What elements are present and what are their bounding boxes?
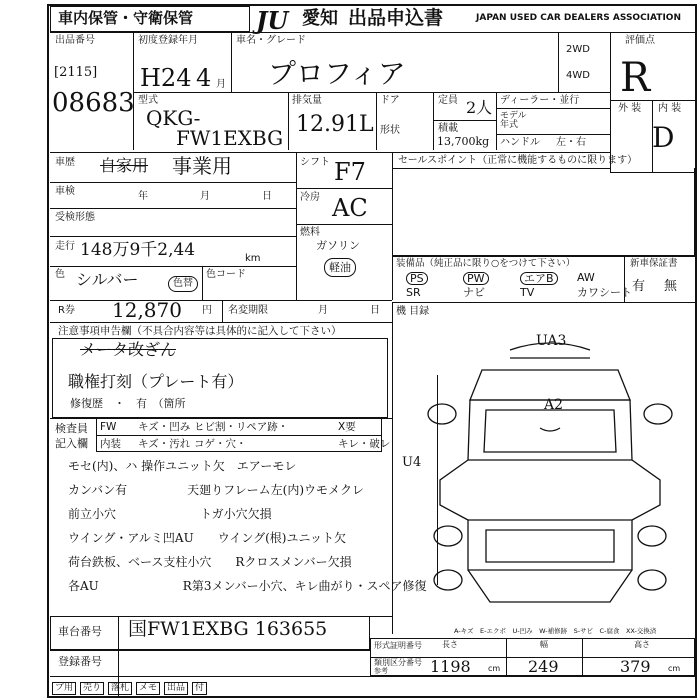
warranty-yes: 有 — [632, 279, 646, 294]
model-year-label: モデル 年式 — [500, 111, 527, 130]
inspection-line — [50, 208, 296, 209]
row2-div-c — [433, 92, 434, 150]
remark-line: ウイング・アルミ凹AU ウイング(根)ユニット欠 — [68, 531, 346, 545]
registration-year: H24 — [140, 64, 192, 92]
remark-line: 各AU R第3メンバー小穴、キレ曲がり・スペア修復 — [68, 579, 427, 593]
diagram-left-rule — [437, 375, 438, 585]
entry-label: 出品番号 — [55, 35, 95, 46]
registration-label: 初度登録年月 — [138, 35, 198, 46]
inspection-day: 日 — [262, 191, 272, 202]
notes-line2: 職権打刻（プレート有） — [68, 372, 244, 391]
chassis-label: 車台番号 — [58, 625, 102, 638]
spec-length-label: 長さ — [442, 640, 458, 649]
diagram-top-label: UA3 — [536, 333, 567, 349]
displacement-label: 排気量 — [292, 95, 322, 106]
truck-diagram — [420, 330, 680, 610]
equipment-item[interactable]: PS — [406, 272, 428, 285]
name-expiry-month: 月 — [318, 305, 328, 316]
interior-score: D — [652, 121, 675, 154]
inspector-cell: キズ・凹み — [138, 421, 191, 433]
footer-cell: メモ — [136, 682, 160, 695]
spec-width: 249 — [528, 657, 559, 676]
plate-bottom — [50, 676, 695, 677]
aircon-value: AC — [332, 194, 368, 222]
inspector-cell: ヒビ割・リペア跡・ — [194, 421, 289, 433]
grade-score: R — [620, 55, 651, 101]
mileage-value: 148万9千2,44 — [80, 240, 196, 260]
spec-class-label: 類別区分番号 — [374, 658, 422, 667]
row3-div — [296, 152, 297, 300]
notes-label: 注意事項申告欄（不具合内容等は具体的に記入して下さい） — [58, 325, 342, 337]
model-line1: QKG- — [146, 106, 201, 130]
row1-div-c — [558, 32, 559, 92]
damage-legend: A-キズ E-エクボ U-凹み W-補修跡 S-サビ C-腐食 XX-交換済 — [454, 627, 657, 635]
color-code-label: 色コード — [206, 269, 246, 280]
usage-value: 事業用 — [172, 154, 232, 178]
plate-label: 登録番号 — [58, 655, 102, 668]
row2-div-a — [288, 92, 289, 150]
entry-number: 08683 — [52, 88, 135, 118]
fuel-label: 燃料 — [300, 227, 320, 238]
color-repaint-label: 色替 — [168, 276, 198, 292]
storage-title: 車内保管・守衛保管 — [58, 9, 194, 27]
inspector-cell: コゲ・穴・ — [194, 438, 247, 450]
spec-reference: 参考 — [374, 667, 388, 675]
fuel-diesel: 軽油 — [324, 258, 356, 277]
row2-div-b — [376, 92, 377, 150]
handle-options: 左・右 — [556, 137, 586, 148]
row3-top — [50, 152, 610, 153]
spec-div-a — [506, 638, 507, 676]
color-label: 色 — [55, 269, 65, 280]
load-value: 13,700kg — [437, 135, 490, 148]
model-label: 型式 — [138, 95, 158, 106]
inspector-cell: FW — [100, 421, 117, 433]
equipment-item[interactable]: SR — [406, 286, 421, 299]
usage-crossed: 自家用 — [100, 156, 149, 175]
fuel-gasoline: ガソリン — [316, 239, 360, 252]
diagram-side-label: U4 — [402, 455, 422, 470]
footer-cell: プ用 — [52, 682, 76, 695]
capacity-value: 2人 — [466, 98, 493, 117]
spec-height-unit: cm — [668, 664, 681, 673]
form-title: 出品申込書 — [348, 7, 444, 29]
aircon-line — [296, 224, 392, 225]
inspector-cell: 内装 — [100, 438, 121, 450]
sales-area — [392, 168, 695, 256]
spec-length: 1198 — [430, 657, 471, 676]
equipment-item[interactable]: TV — [520, 286, 535, 299]
load-label: 積載 — [438, 123, 458, 134]
spec-shape-label: 形式証明番号 — [374, 641, 422, 650]
plate-top — [50, 650, 370, 651]
notes-line3: 修復歴 ・ 有 （箇所 — [70, 397, 186, 410]
row2-div-d — [496, 92, 497, 150]
car-name: プロフィア — [268, 57, 406, 90]
recycle-value: 12,870 — [112, 298, 182, 322]
inspector-cell: キレ・破レ — [338, 438, 391, 450]
new-warranty-label: 新車保証書 — [630, 258, 678, 269]
color-value: シルバー — [76, 270, 139, 289]
usage-line — [50, 182, 296, 183]
remark-line: モセ(内)、ハ 操作ユニット欠 エアーモレ — [68, 459, 297, 473]
spec-width-label: 幅 — [540, 640, 548, 649]
exterior-label: 外 装 — [618, 103, 642, 114]
handle-label: ハンドル — [500, 137, 540, 148]
equip-top — [392, 256, 695, 257]
shift-label: シフト — [300, 157, 330, 168]
row1-div-d — [610, 32, 611, 172]
spec-height-label: 高さ — [634, 640, 650, 649]
usage-label: 車歴 — [55, 157, 75, 168]
inspector-mid — [96, 435, 382, 436]
sales-points-label: セールスポイント（正常に機能するものに限ります） — [398, 155, 638, 166]
entry-sub-number: [2115] — [54, 65, 98, 80]
org-english: JAPAN USED CAR DEALERS ASSOCIATION — [476, 13, 681, 23]
equipment-item[interactable]: カワシート — [577, 286, 632, 299]
equipment-item[interactable]: AW — [577, 271, 595, 284]
mileage-label: 走行 — [55, 241, 75, 252]
shift-line — [296, 188, 392, 189]
org-name: 愛知 — [302, 8, 338, 29]
name-expiry-day: 日 — [370, 305, 380, 316]
inspector-cell: X要 — [338, 421, 356, 433]
inspection-label: 車検 — [55, 186, 75, 197]
mileage-line — [50, 266, 296, 267]
registration-month-unit: 月 — [216, 79, 226, 90]
remark-line: 荷台鉄板、ベース支柱小穴 Rクロスメンバー欠損 — [68, 555, 352, 569]
remark-line: カンバン有 天廻りフレーム左(内)ウモメクレ — [68, 483, 365, 497]
dealer-line1 — [496, 108, 610, 109]
recycle-unit: 円 — [202, 305, 212, 316]
warranty-no: 無 — [664, 279, 678, 294]
recycle-label: R券 — [58, 305, 75, 316]
capacity-label: 定員 — [438, 95, 458, 106]
drive-2wd: 2WD — [566, 44, 590, 55]
mileage-unit: km — [245, 253, 261, 264]
shift-value: F7 — [334, 158, 366, 186]
footer-cell: 付 — [192, 682, 207, 695]
aircon-label: 冷房 — [300, 192, 320, 203]
shape-label: 形状 — [380, 125, 400, 136]
recycle-div — [222, 300, 223, 322]
inspector-cell: キズ・汚れ — [138, 438, 191, 450]
transfer-line — [50, 236, 296, 237]
capacity-line — [433, 120, 496, 121]
equipment-label: 装備品（純正品に限り○をつけて下さい） — [396, 258, 576, 269]
inspector-label2: 記入欄 — [55, 437, 88, 450]
footer-cell: 落札 — [108, 682, 132, 695]
interior-label: 内 装 — [658, 103, 682, 114]
equipment-item[interactable]: ナビ — [463, 286, 485, 299]
model-line2: FW1EXBG — [176, 126, 284, 150]
equipment-notes-label: 機 目録 — [396, 306, 430, 317]
row1-div-b — [231, 32, 232, 92]
grade-label: 評価点 — [625, 35, 655, 46]
drive-4wd: 4WD — [566, 70, 590, 81]
spec-div-b — [582, 638, 583, 676]
remark-line: 前立小穴 トガ小穴欠損 — [68, 507, 272, 521]
displacement-value: 12.91L — [296, 112, 374, 137]
footer-cell: 出品 — [164, 682, 188, 695]
dealer-line2 — [496, 134, 610, 135]
equipment-item[interactable]: エアB — [520, 272, 558, 285]
row2-top — [133, 92, 610, 93]
name-expiry-label: 名変期限 — [228, 305, 268, 316]
notes-line1: メータ改ざん — [80, 340, 177, 359]
color-div — [202, 266, 203, 300]
equipment-item[interactable]: PW — [463, 272, 489, 285]
diagram-mid-label: A2 — [544, 397, 564, 413]
ju-logo: JU — [256, 6, 289, 35]
spec-length-unit: cm — [488, 664, 501, 673]
spec-height: 379 — [620, 657, 651, 676]
transfer-label: 受検形態 — [55, 212, 95, 223]
inspection-month: 月 — [200, 191, 210, 202]
inspector-label1: 検査員 — [55, 422, 88, 435]
dealer-label: ディーラー・並行 — [500, 95, 580, 106]
equip-bottom — [392, 302, 695, 303]
car-name-label: 車名・グレード — [236, 35, 306, 46]
footer-cell: 売り — [80, 682, 104, 695]
row1-top — [50, 32, 695, 33]
chassis-value: 国FW1EXBG 163655 — [128, 618, 328, 640]
registration-month: 4 — [196, 64, 212, 92]
rticket-bottom — [50, 322, 392, 323]
rticket-top — [50, 300, 392, 301]
door-label: ドア — [380, 95, 400, 106]
inspection-year: 年 — [138, 191, 148, 202]
